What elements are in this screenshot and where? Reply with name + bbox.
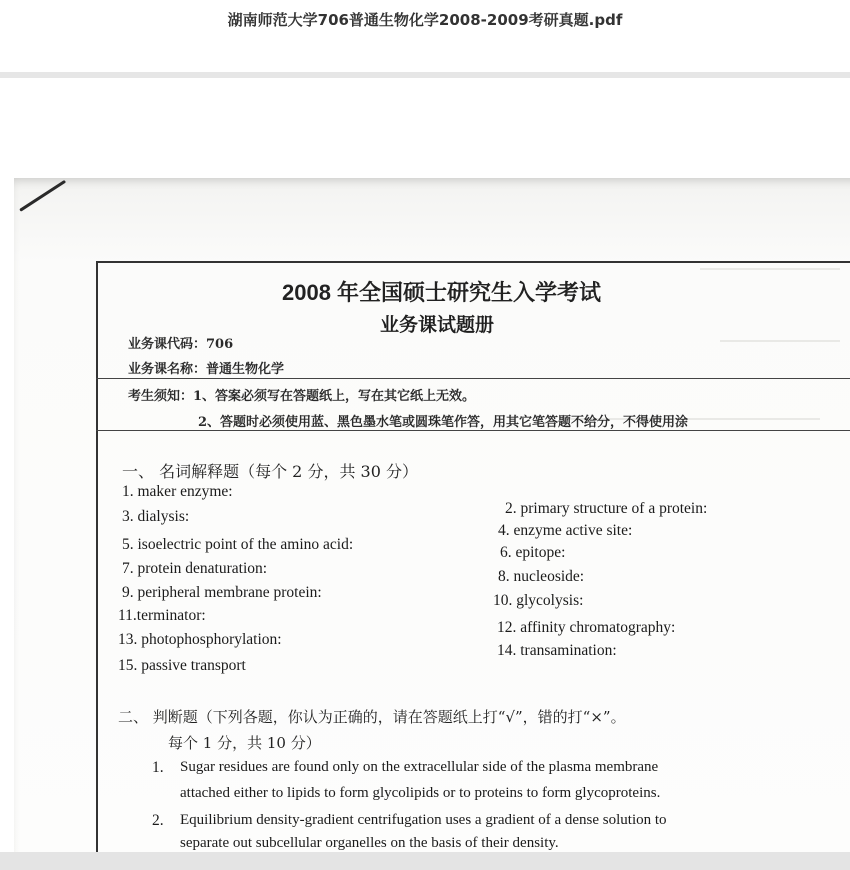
term-item: 1. maker enzyme: [122,483,233,500]
divider [96,430,850,431]
term-item: 6. epitope: [500,544,566,561]
section-2-heading-line-2: 每个 1 分，共 10 分） [168,734,321,752]
term-item: 14. transamination: [497,642,617,659]
term-item: 12. affinity chromatography: [497,619,676,636]
section-1-heading: 一、 名词解释题（每个 2 分，共 30 分） [122,462,418,481]
question-text: attached either to lipids to form glycolipids or to proteins to form glycoproteins. [180,785,661,801]
exam-title: 2008 年全国硕士研究生入学考试 [282,280,602,305]
exam-subtitle: 业务课试题册 [380,314,495,336]
question-text: Sugar residues are found only on the extracellular side of the plasma membrane [180,759,659,775]
course-code: 业务课代码：706 [128,337,234,352]
question-text: Equilibrium density-gradient centrifugation uses a gradient of a dense solution to [180,812,667,828]
divider [96,378,850,379]
term-item: 11.terminator: [118,607,206,624]
question-number: 1. [152,759,164,776]
term-item: 2. primary structure of a protein: [505,500,708,517]
term-item: 5. isoelectric point of the amino acid: [122,536,354,553]
term-item: 4. enzyme active site: [498,522,633,539]
term-item: 7. protein denaturation: [122,560,268,577]
notice-line-1: 考生须知：1、答案必须写在答题纸上，写在其它纸上无效。 [128,389,476,404]
term-item: 15. passive transport [118,657,246,674]
title-bar [0,0,850,73]
term-item: 13. photophosphorylation: [118,631,282,648]
term-item: 3. dialysis: [122,508,190,525]
document-viewer[interactable] [0,78,850,852]
section-2-heading: 二、 判断题（下列各题，你认为正确的，请在答题纸上打“√”，错的打“×”。 [118,708,626,726]
term-item: 10. glycolysis: [493,592,584,609]
notice-line-2: 2、答题时必须使用蓝、黑色墨水笔或圆珠笔作答，用其它笔答题不给分，不得使用涂 [198,415,689,430]
course-name: 业务课名称：普通生物化学 [128,362,285,377]
term-item: 8. nucleoside: [498,568,585,585]
question-number: 2. [152,812,164,829]
question-text: separate out subcellular organelles on the basis of their density. [180,835,559,851]
term-item: 9. peripheral membrane protein: [122,584,322,601]
document-title: 湖南师范大学706普通生物化学2008-2009考研真题.pdf [227,11,623,29]
bottom-bar [0,852,850,870]
